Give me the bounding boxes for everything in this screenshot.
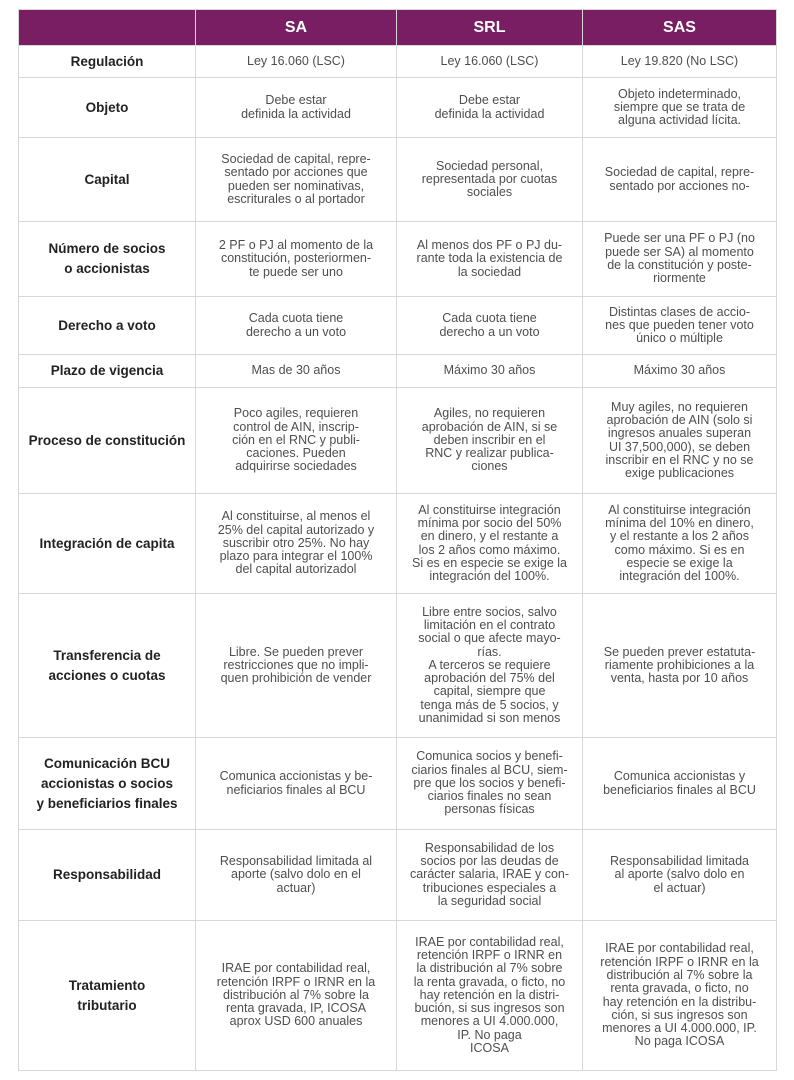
cell-srl: Al constituirse integración mínima por socio del 50% en dinero, y el restante a los 2 años como máximo. Si es en especie se exige la integración del 100%. [397,494,583,594]
cell-srl: Al menos dos PF o PJ du- rante toda la existencia de la sociedad [397,222,583,297]
row-integracion-capital [19,494,777,594]
row-label: Integración de capita [19,494,196,594]
cell-sa: Libre. Se pueden prever restricciones que no impli- quen prohibición de vender [196,594,397,738]
cell-sas: Muy agiles, no requieren aprobación de AIN (solo si ingresos anuales superan UI 37,500,000), se deben inscribir en el RNC y no se exige publicaciones [583,388,777,494]
cell-sa: Sociedad de capital, repre- sentado por acciones que pueden ser nominativas, escriturales o al portador [196,138,397,222]
row-label: Responsabilidad [19,830,196,921]
cell-sas: Sociedad de capital, repre- sentado por acciones no- [583,138,777,222]
row-tratamiento-tributario [19,921,777,1071]
row-transferencia [19,594,777,738]
row-label: Número de socios o accionistas [19,222,196,297]
cell-srl: Sociedad personal, representada por cuotas sociales [397,138,583,222]
cell-sas: IRAE por contabilidad real, retención IRPF o IRNR en la distribución al 7% sobre la renta gravada, o ficto, no hay retención en la distribu- ción, si sus ingresos son menores a UI 4.000.000, IP. No paga ICOSA [583,921,777,1071]
cell-sa: Ley 16.060 (LSC) [196,46,397,78]
cell-srl: Libre entre socios, salvo limitación en el contrato social o que afecte mayo- rías. A terceros se requiere aprobación del 75% del capital, siempre que tenga más de 5 socios, y unanimidad si son menos [397,594,583,738]
cell-sa: Al constituirse, al menos el 25% del capital autorizado y suscribir otro 25%. No hay plazo para integrar el 100% del capital autorizadol [196,494,397,594]
cell-srl: Ley 16.060 (LSC) [397,46,583,78]
row-label: Comunicación BCU accionistas o socios y beneficiarios finales [19,738,196,830]
row-label: Proceso de constitución [19,388,196,494]
row-derecho-voto [19,297,777,355]
cell-srl: IRAE por contabilidad real, retención IRPF o IRNR en la distribución al 7% sobre la renta gravada, o ficto, no hay retención en la distri- bución, si sus ingresos son menores a UI 4.000.000, IP. No paga ICOSA [397,921,583,1071]
cell-sa: IRAE por contabilidad real, retención IRPF o IRNR en la distribución al 7% sobre la renta gravada, IP, ICOSA aprox USD 600 anuales [196,921,397,1071]
header-corner [19,10,196,46]
row-label: Objeto [19,78,196,138]
row-numero-socios [19,222,777,297]
cell-sa: Responsabilidad limitada al aporte (salvo dolo en el actuar) [196,830,397,921]
cell-sas: Máximo 30 años [583,355,777,388]
table-header [19,10,777,46]
cell-sas: Puede ser una PF o PJ (no puede ser SA) al momento de la constitución y poste- riormente [583,222,777,297]
row-label: Plazo de vigencia [19,355,196,388]
comparison-table [18,9,777,1071]
row-label: Transferencia de acciones o cuotas [19,594,196,738]
cell-sa: Cada cuota tiene derecho a un voto [196,297,397,355]
header-srl: SRL [397,10,583,46]
cell-sas: Ley 19.820 (No LSC) [583,46,777,78]
cell-sa: Mas de 30 años [196,355,397,388]
cell-sa: Debe estar definida la actividad [196,78,397,138]
cell-sas: Objeto indeterminado, siempre que se trata de alguna actividad lícita. [583,78,777,138]
row-comunicacion-bcu [19,738,777,830]
cell-srl: Responsabilidad de los socios por las deudas de carácter salaria, IRAE y con- tribuciones especiales a la seguridad social [397,830,583,921]
row-label: Regulación [19,46,196,78]
cell-sas: Al constituirse integración mínima del 10% en dinero, y el restante a los 2 años como máximo. Si es en especie se exige la integración del 100%. [583,494,777,594]
cell-srl: Cada cuota tiene derecho a un voto [397,297,583,355]
cell-srl: Comunica socios y benefi- ciarios finales al BCU, siem- pre que los socios y benefi- ciarios finales no sean personas físicas [397,738,583,830]
row-label: Derecho a voto [19,297,196,355]
cell-sa: Comunica accionistas y be- neficiarios finales al BCU [196,738,397,830]
row-capital [19,138,777,222]
cell-srl: Debe estar definida la actividad [397,78,583,138]
cell-srl: Agiles, no requieren aprobación de AIN, si se deben inscribir en el RNC y realizar publica- ciones [397,388,583,494]
cell-sas: Se pueden prever estatuta- riamente prohibiciones a la venta, hasta por 10 años [583,594,777,738]
header-sa: SA [196,10,397,46]
cell-sa: Poco agiles, requieren control de AIN, inscrip- ción en el RNC y publi- caciones. Pueden adquirirse sociedades [196,388,397,494]
row-objeto [19,78,777,138]
cell-sas: Distintas clases de accio- nes que pueden tener voto único o múltiple [583,297,777,355]
row-proceso-constitucion [19,388,777,494]
row-plazo-vigencia [19,355,777,388]
row-regulacion [19,46,777,78]
row-label: Tratamiento tributario [19,921,196,1071]
row-responsabilidad [19,830,777,921]
cell-sas: Comunica accionistas y beneficiarios finales al BCU [583,738,777,830]
cell-srl: Máximo 30 años [397,355,583,388]
cell-sa: 2 PF o PJ al momento de la constitución, posteriormen- te puede ser uno [196,222,397,297]
header-sas: SAS [583,10,777,46]
row-label: Capital [19,138,196,222]
cell-sas: Responsabilidad limitada al aporte (salvo dolo en el actuar) [583,830,777,921]
